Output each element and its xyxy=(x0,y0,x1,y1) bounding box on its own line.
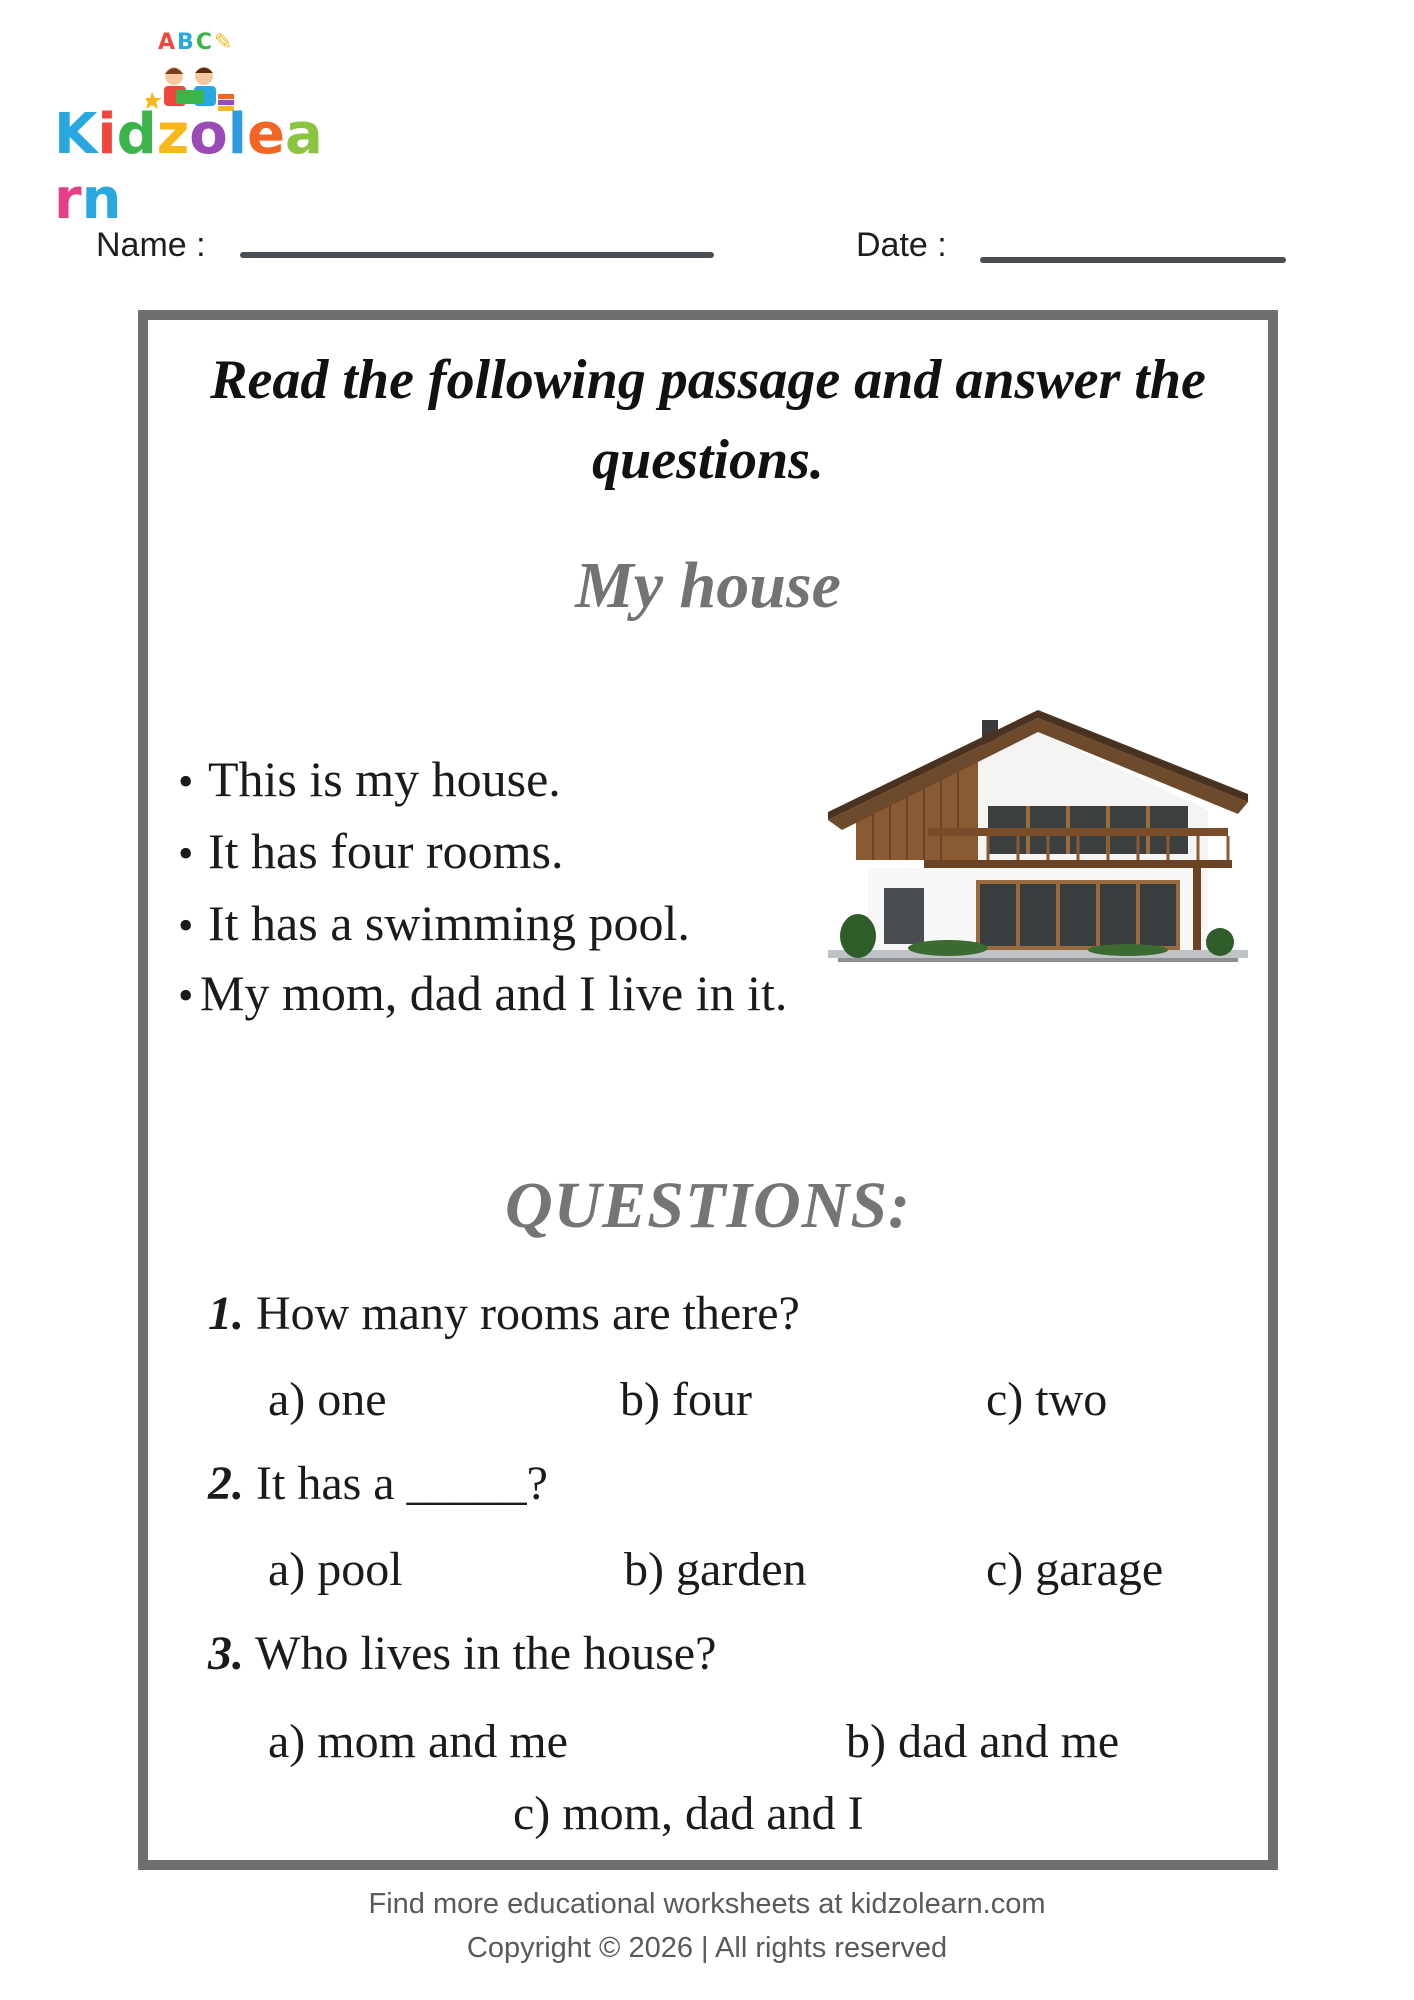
instruction-heading: Read the following passage and answer the questions. xyxy=(210,349,1206,491)
logo-abc-badge: ABC✎ xyxy=(158,30,235,55)
logo-wordmark: Kidzolearn xyxy=(54,102,323,232)
question-3 xyxy=(208,1626,716,1681)
question-2-option-b[interactable]: b) garden xyxy=(624,1543,807,1596)
question-text: How many rooms are there? xyxy=(256,1287,800,1340)
question-text: It has a _____? xyxy=(256,1457,548,1510)
passage-title: My house xyxy=(575,549,841,622)
passage-line: • This is my house. xyxy=(178,751,561,807)
question-1-option-c[interactable]: c) two xyxy=(986,1373,1108,1426)
question-text: Who lives in the house? xyxy=(255,1627,717,1680)
question-number: 3. xyxy=(208,1627,244,1680)
name-answer-line[interactable] xyxy=(240,252,714,258)
passage-line: • It has a swimming pool. xyxy=(178,895,690,951)
bullet-icon: • xyxy=(178,971,194,1020)
passage-line: • It has four rooms. xyxy=(178,823,564,879)
question-1-option-b[interactable]: b) four xyxy=(620,1373,752,1426)
question-2-option-a[interactable]: a) pool xyxy=(268,1543,403,1596)
question-2 xyxy=(208,1456,548,1511)
name-label: Name : xyxy=(96,226,206,264)
question-1-option-a[interactable]: a) one xyxy=(268,1373,387,1426)
question-number: 2. xyxy=(208,1457,244,1510)
house-illustration xyxy=(828,710,1248,970)
footer-copyright: Copyright © 2026 | All rights reserved xyxy=(466,1932,948,1964)
question-1 xyxy=(208,1286,800,1341)
question-2-option-c[interactable]: c) garage xyxy=(986,1543,1164,1596)
bullet-icon: • xyxy=(178,829,194,878)
question-3-option-c[interactable]: c) mom, dad and I xyxy=(513,1787,864,1840)
passage-line: • My mom, dad and I live in it. xyxy=(178,965,788,1021)
questions-heading: QUESTIONS: xyxy=(504,1169,912,1242)
bullet-icon: • xyxy=(178,901,194,950)
question-3-option-b[interactable]: b) dad and me xyxy=(846,1715,1120,1768)
date-answer-line[interactable] xyxy=(980,257,1286,263)
question-3-option-a[interactable]: a) mom and me xyxy=(268,1715,568,1768)
question-number: 1. xyxy=(208,1287,244,1340)
kidzolearn-logo xyxy=(54,30,334,232)
bullet-icon: • xyxy=(178,757,194,806)
worksheet-frame xyxy=(138,310,1278,1870)
footer-website-note: Find more educational worksheets at kidzolearn.com xyxy=(368,1888,1046,1920)
date-label: Date : xyxy=(856,226,947,264)
